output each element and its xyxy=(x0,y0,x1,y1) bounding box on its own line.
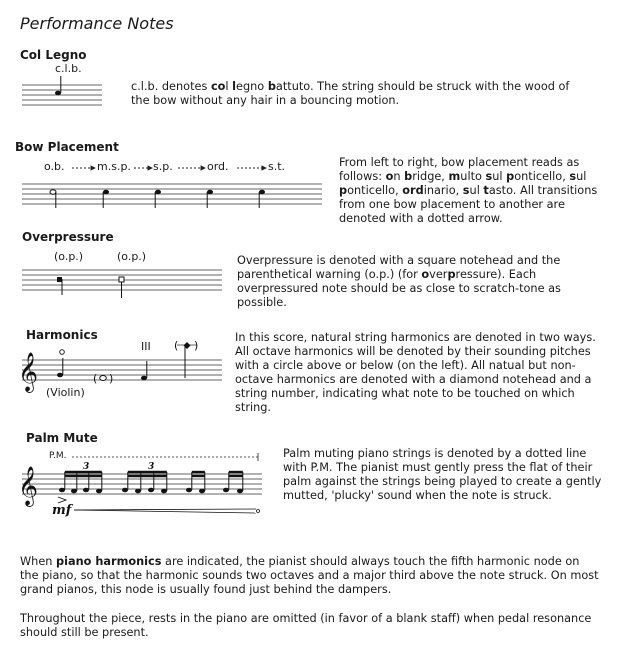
palm-mute-notes xyxy=(59,488,243,494)
overpressure-note-1 xyxy=(57,277,62,282)
bow-label-st: s.t. xyxy=(268,160,286,173)
col-legno-heading: Col Legno xyxy=(20,48,87,62)
harmonics-heading: Harmonics xyxy=(26,328,98,342)
bow-placement-heading: Bow Placement xyxy=(15,140,119,154)
bow-note-4 xyxy=(207,190,213,195)
overpressure-label-2: (o.p.) xyxy=(117,250,147,263)
harmonics-description: In this score, natural string harmonics are denoted in two ways. All octave harmonics will be denoted by their sounding pitches with a circle above or below (on the left). All natual but non-octave harmonics are denoted with a diamond notehead and a string number, indicating what note to be touched on which string. xyxy=(235,331,596,414)
harmonics-note-3 xyxy=(141,376,147,381)
treble-clef-icon: 𝄞 xyxy=(18,352,39,392)
harmonics-staff xyxy=(18,338,222,392)
palm-mute-staff xyxy=(18,452,262,520)
svg-text:(: ( xyxy=(93,372,98,385)
overpressure-description: Overpressure is denoted with a square notehead and the parenthetical warning (o.p.) (for overpressure). Each overpressured note should be as close to scratch-tone as possible. xyxy=(237,254,561,309)
bow-note-2 xyxy=(103,190,109,195)
harmonics-note-2 xyxy=(100,376,107,381)
svg-text:): ) xyxy=(194,339,199,352)
bow-label-ob: o.b. xyxy=(44,160,65,173)
page-title: Performance Notes xyxy=(20,14,174,33)
col-legno-staff xyxy=(22,80,102,110)
col-legno-note xyxy=(55,91,61,96)
harmonics-note-1 xyxy=(57,373,63,378)
piano-harmonics-paragraph: When piano harmonics are indicated, the pianist should always touch the fifth harmonic node on the piano, so that the harmonic sounds two octaves and a major third above the note struck. On most grand pianos, this node is usually found just behind the dampers. xyxy=(20,555,599,596)
treble-clef-icon: 𝄞 xyxy=(18,466,39,506)
bow-label-ord: ord. xyxy=(207,160,229,173)
palm-mute-label: P.M. xyxy=(49,451,67,461)
col-legno-label: c.l.b. xyxy=(55,62,82,75)
overpressure-staff xyxy=(22,268,222,298)
col-legno-description: c.l.b. denotes col legno battuto. The string should be struck with the wood of the bow without any hair in a bouncing motion. xyxy=(131,80,570,107)
bow-placement-staff xyxy=(22,160,322,215)
palm-mute-heading: Palm Mute xyxy=(26,431,98,445)
overpressure-heading: Overpressure xyxy=(22,230,114,244)
bow-placement-description: From left to right, bow placement reads as follows: on bridge, multo sul ponticello, sul ponticello, ordinario, sul tasto. All transitions from one bow placement to another are denoted with a dotted arrow. xyxy=(339,156,598,225)
palm-mute-description: Palm muting piano strings is denoted by a dotted line with P.M. The pianist must gently press the flat of their palm against the strings being played to create a gently mutted, 'plucky' sound when the note is struck. xyxy=(283,447,602,502)
tuplet-1: 3 xyxy=(83,462,90,472)
harmonics-instrument: (Violin) xyxy=(46,386,85,399)
bow-label-msp: m.s.p. xyxy=(97,160,131,173)
harmonic-circle-icon xyxy=(60,350,65,355)
overpressure-note-2 xyxy=(119,277,124,282)
bow-note-1 xyxy=(50,190,56,195)
bow-note-5 xyxy=(259,190,265,195)
svg-text:(: ( xyxy=(174,339,179,352)
dynamic-marking: mf xyxy=(52,503,72,518)
bow-label-sp: s.p. xyxy=(153,160,173,173)
tuplet-2: 3 xyxy=(148,462,155,472)
overpressure-label-1: (o.p.) xyxy=(54,250,84,263)
rests-paragraph: Throughout the piece, rests in the piano are omitted (in favor of a blank staff) when pedal resonance should still be present. xyxy=(20,612,592,639)
svg-text:): ) xyxy=(109,372,114,385)
bow-note-3 xyxy=(155,190,161,195)
decrescendo-hairpin xyxy=(74,510,256,513)
harmonics-string-number: III xyxy=(141,340,151,353)
